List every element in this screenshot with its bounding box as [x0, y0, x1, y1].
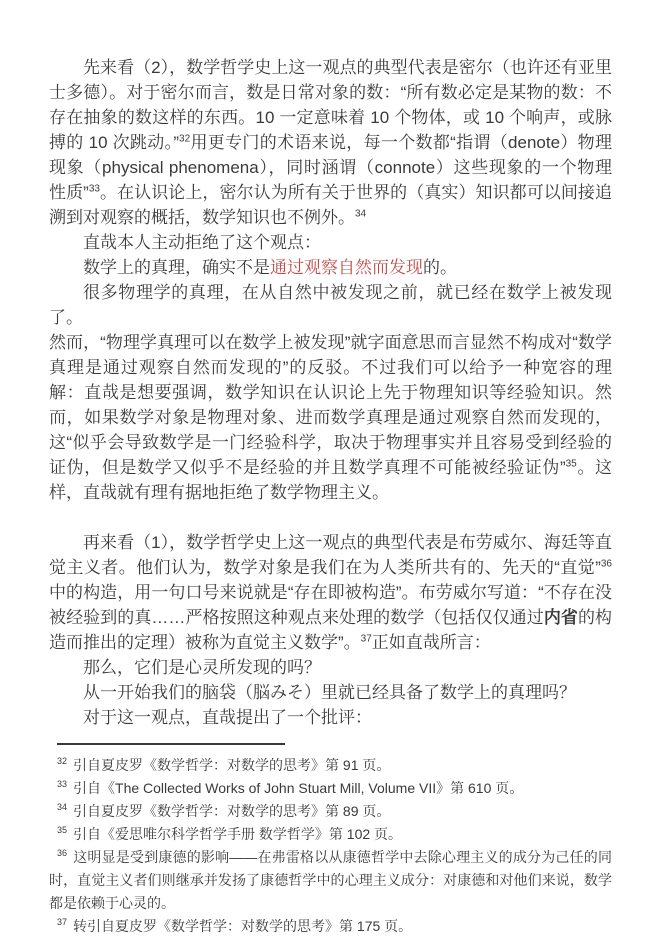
paragraph-gap [49, 505, 612, 530]
text-run: 的。 [423, 258, 457, 277]
paragraph-naoya-rejects [49, 230, 612, 255]
text-run: 数学上的真理，确实不是 [83, 258, 270, 277]
text-run: 然而，“物理学真理可以在数学上被发现”就字面意思而言显然不构成对“数学真理是通过观察自然而发现的”的反驳。不过我们可以给予一种宽容的理解：直哉是想要强调，数学知识在认识论上先于物理知识等经验知识。然而，如果数学对象是物理对象、进而数学真理是通过观察自然而发现的，这“似乎会导致数学是一门经验科学，取决于物理事实并且容易受到经验的证伪，但是数学又似乎不是经验的并且数学真理不可能被经验证伪” [49, 333, 612, 477]
text-run: 的构造而推出的定理）被称为直觉主义数学”。 [49, 608, 613, 652]
footnote-ref-34: 34 [355, 208, 367, 220]
footnote-ref-37: 37 [360, 633, 372, 645]
footnote-text: 这明显是受到康德的影响——在弗雷格以从康德哲学中去除心理主义的成分为己任的同时，直觉主义者们则继承并发扬了康德哲学中的心理主义成分：对康德和对他们来说，数学都是依赖于心灵的。 [49, 849, 612, 911]
footnote-number: 36 [57, 848, 68, 859]
text-run: 用更专门的术语来说，每一个数都“指谓（denote）物理现象（physical phenomena），同时涵谓（connote）这些现象的一个物理性质” [49, 133, 612, 202]
footnote-text: 引自《The Collected Works of John Stuart Mill, Volume VII》第 610 页。 [73, 780, 524, 796]
footnote-34 [49, 800, 612, 823]
footnote-ref-32: 32 [179, 133, 191, 145]
footnote-text: 引自夏皮罗《数学哲学：对数学的思考》第 91 页。 [73, 757, 391, 773]
text-run: 正如直哉所言： [371, 633, 491, 652]
footnotes [49, 754, 612, 938]
quote-line-truth [49, 255, 612, 280]
footnote-ref-35: 35 [565, 458, 577, 470]
text-run: 。在认识论上，密尔认为所有关于世界的（真实）知识都可以间接追溯到对观察的概括，数学知识也不例外。 [49, 183, 613, 227]
quote-line-brain [49, 680, 612, 705]
quote-line-physics [49, 280, 612, 330]
footnote-number: 35 [57, 825, 68, 836]
red-highlight-text: 通过观察自然而发现 [270, 258, 423, 277]
footnote-number: 37 [57, 917, 68, 928]
text-run: 再来看（1），数学哲学史上这一观点的典型代表是布劳威尔、海廷等直觉主义者。他们认为，数学对象是我们在为人类所共有的、先天的“直觉” [49, 533, 612, 577]
bold-text: 内省 [543, 608, 578, 627]
text-run: 先来看（2），数学哲学史上这一观点的典型代表是密尔（也许还有亚里士多德）。对于密尔而言，数是日常对象的数：“所有数必定是某物的数：不存在抽象的数这样的东西。10 一定意味着 10 个物体，或 10 个响声，或脉搏的 10 次跳动。” [49, 58, 612, 152]
footnote-number: 32 [57, 756, 68, 767]
text-run: 直哉本人主动拒绝了这个观点： [83, 233, 321, 252]
paragraph-criticism-intro [49, 705, 612, 730]
footnote-number: 33 [57, 779, 68, 790]
footnote-text: 转引自夏皮罗《数学哲学：对数学的思考》第 175 页。 [73, 918, 413, 934]
quote-line-mind [49, 655, 612, 680]
footnote-36 [49, 846, 612, 915]
paragraph-mill-view [49, 55, 612, 230]
text-run: 对于这一观点，直哉提出了一个批评： [83, 708, 372, 727]
footnote-32 [49, 754, 612, 777]
footnote-33 [49, 777, 612, 800]
footnote-35 [49, 823, 612, 846]
footnote-37 [49, 915, 612, 938]
footnote-ref-36: 36 [600, 558, 612, 570]
footnote-text: 引自夏皮罗《数学哲学：对数学的思考》第 89 页。 [73, 803, 391, 819]
footnote-divider [57, 743, 285, 745]
text-run: 很多物理学的真理，在从自然中被发现之前，就已经在数学上被发现了。 [49, 283, 612, 327]
text-run: 那么，它们是心灵所发现的吗？ [83, 658, 321, 677]
text-run: 中的构造，用一句口号来说就是“存在即被构造”。布劳威尔写道：“不存在没被经验到的真……严格按照这种观点来处理的数学（包括仅仅通过 [49, 583, 612, 627]
text-run: 。这样，直哉就有理有据地拒绝了数学物理主义。 [49, 458, 612, 502]
paragraph-physicalism-rebuttal [49, 330, 612, 505]
footnote-ref-33: 33 [88, 183, 100, 195]
text-run: 从一开始我们的脑袋（脳みそ）里就已经具备了数学上的真理吗？ [83, 683, 576, 702]
footnote-text: 引自《爱思唯尔科学哲学手册 数学哲学》第 102 页。 [73, 826, 403, 842]
footnote-number: 34 [57, 802, 68, 813]
document-body [49, 55, 612, 730]
paragraph-intuitionism [49, 530, 612, 655]
